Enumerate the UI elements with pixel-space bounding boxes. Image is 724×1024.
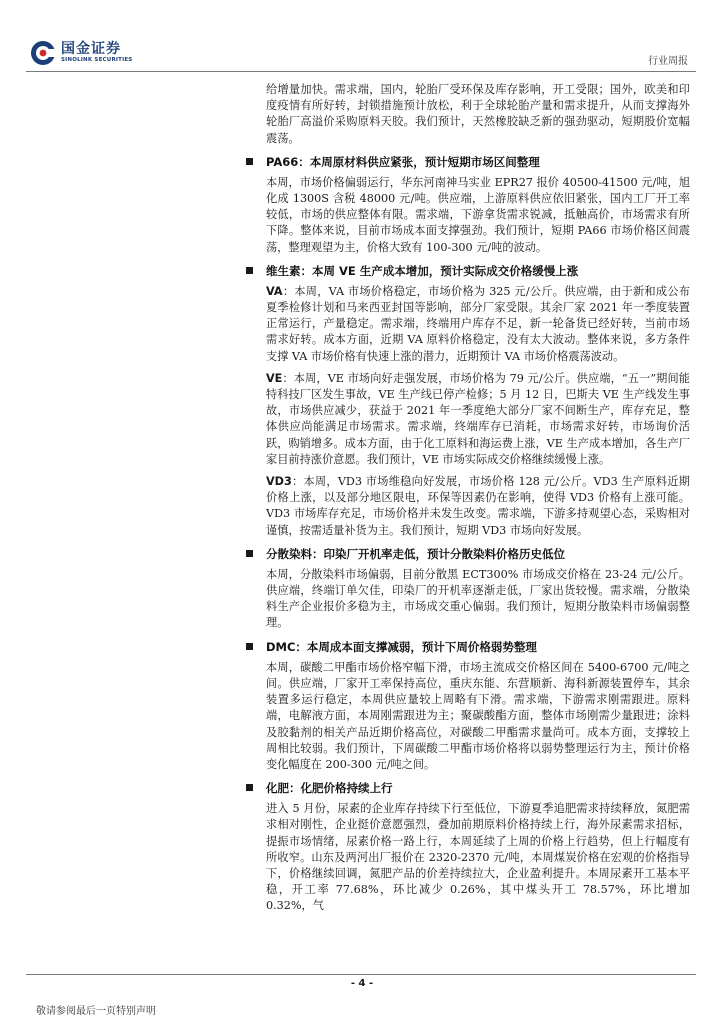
square-bullet-icon [246,784,253,791]
ve-label: VE [266,371,283,385]
vd3-body: ：本周，VD3 市场维稳向好发展，市场价格 128 元/公斤。VD3 生产原料近期价格上涨，以及部分地区限电，环保等因素仍在影响，使得 VD3 价格有上涨可能。VD3 市场库存充足，市场价格并未发生改变。需求端，下游多持观望心态，采购相对谨慎，按需适量补货为主。我们预计，短期 VD3 市场向好发展。 [266,475,690,537]
footer-divider [26,974,696,975]
pa66-paragraph: 本周，市场价格偏弱运行，华东河南神马实业 EPR27 报价 40500-41500 元/吨，旭化成 1300S 含税 48000 元/吨。供应端，上游原料供应依旧紧张，国内工厂开工率较低，市场的供应整体有限。需求端，下游拿货需求锐减，抵触高价，市场需求有所下降。整体来说，目前市场成本面支撑强劲。我们预计，短期 PA66 市场价格区间震荡，整理观望为主，价格大致有 100-300 元/吨的波动。 [266,175,690,254]
dye-paragraph: 本周，分散染料市场偏弱，目前分散黑 ECT300% 市场成交价格在 23-24 元/公斤。供应端，终端订单欠佳，印染厂的开机率逐渐走低，厂家出货较慢。需求端，分散染料生产企业报价多稳为主，市场成交重心偏弱。我们预计，短期分散染料市场偏弱整理。 [266,567,690,630]
fertilizer-heading-text: 化肥：化肥价格持续上行 [266,781,393,796]
ve-paragraph [266,371,690,468]
va-label: VA [266,284,283,298]
pa66-heading [266,154,690,170]
sinolink-logo-icon [30,40,56,66]
vitamin-heading [266,263,690,279]
ve-body: ：本周，VE 市场向好走强发展，市场价格为 79 元/公斤。供应端，“五一”期间能特科技厂区发生事故，VE 生产线已停产检修；5 月 12 日，巴斯夫 VE 生产线发生事故，市场供应减少，获益于 2021 年一季度绝大部分厂家不间断生产，库存充足，整体供应尚能满足市场需求。需求端，终端库存已消耗，市场需求好转，市场询价活跃，购销增多。成本方面，由于化工原料和海运费上涨，VE 生产成本增加，各生产厂家目前持涨价意愿。我们预计，VE 市场实际成交价格继续缓慢上涨。 [266,371,690,466]
square-bullet-icon [246,643,253,650]
square-bullet-icon [246,158,253,165]
logo-chinese-name: 国金证券 [61,41,121,58]
fertilizer-heading [266,780,690,796]
fertilizer-paragraph: 进入 5 月份，尿素的企业库存持续下行至低位，下游夏季追肥需求持续释放，氮肥需求相对刚性，企业挺价意愿强烈，叠加前期原料价格持续上行，海外尿素需求招标，提振市场情绪，尿素价格一路上行，本周延续了上周的价格上行趋势，但上行幅度有所收窄。山东及两河出厂报价在 2320-2370 元/吨，本周煤炭价格在宏观的价格指导下，价格继续回调，氮肥产品的价差持续拉大，企业盈利提升。本周尿素开工基本平稳，开工率 77.68%，环比减少 0.26%，其中煤头开工 78.57%，环比增加 0.32%，气 [266,802,690,913]
dmc-heading-text: DMC：本周成本面支撑减弱，预计下周价格弱势整理 [266,639,537,654]
dmc-paragraph: 本周，碳酸二甲酯市场价格窄幅下滑，市场主流成交价格区间在 5400-6700 元/吨之间。供应端，厂家开工率保持高位，重庆东能、东营顺新、海科新源装置停车，其余装置多运行稳定，本周供应量较上周略有下滑。需求端，下游需求刚需跟进。原料端，电解液方面，本周刚需跟进为主；聚碳酸酯方面，整体市场刚需少量跟进；涂料及胶黏剂的相关产品近期价格高位，对碳酸二甲酯需求量尚可。成本方面，支撑较上周相比较弱。我们预计，下周碳酸二甲酯市场价格将以弱势整理运行为主，预计价格变化幅度在 200-300 元/吨之间。 [266,660,690,771]
report-body [266,82,690,915]
pa66-heading-text: PA66：本周原材料供应紧张，预计短期市场区间整理 [266,154,540,169]
vd3-label: VD3 [266,475,292,489]
logo-english-name: SINOLINK SECURITIES [61,57,133,64]
square-bullet-icon [246,550,253,557]
disclaimer-note: 敬请参阅最后一页特别声明 [36,1006,156,1017]
dye-heading [266,546,690,562]
va-paragraph [266,284,690,365]
va-body: ：本周，VA 市场价格稳定，市场价格为 325 元/公斤。供应端，由于新和成公布夏季检修计划和马来西亚封国等影响，部分厂家受限。其余厂家 2021 年一季度装置正常运行，产量稳定。需求端，终端用户库存不足，新一轮备货已经好转，当前市场需求好转。成本方面，近期 VA 原料价格稳定，没有太大波动。整体来说，多方条件支撑 VA 市场价格有快速上涨的潜力，近期预计 VA 市场价格震荡波动。 [266,284,690,363]
dmc-heading [266,639,690,655]
header-divider [26,71,696,72]
vitamin-heading-text: 维生素：本周 VE 生产成本增加，预计实际成交价格缓慢上涨 [266,263,579,278]
vd3-paragraph [266,474,690,539]
report-type-label: 行业周报 [648,56,688,67]
square-bullet-icon [246,267,253,274]
page-number: - 4 - [350,978,374,989]
company-logo [30,40,132,66]
page-header [0,0,724,80]
rubber-paragraph: 给增量加快。需求端，国内，轮胎厂受环保及库存影响，开工受限；国外，欧美和印度疫情有所好转，封锁措施预计放松，利于全球轮胎产量和需求提升，从而支撑海外轮胎厂高溢价采购原料天胶。我们预计，天然橡胶缺乏新的强劲驱动，短期股价宽幅震荡。 [266,83,690,145]
dye-heading-text: 分散染料：印染厂开机率走低，预计分散染料价格历史低位 [266,546,565,561]
